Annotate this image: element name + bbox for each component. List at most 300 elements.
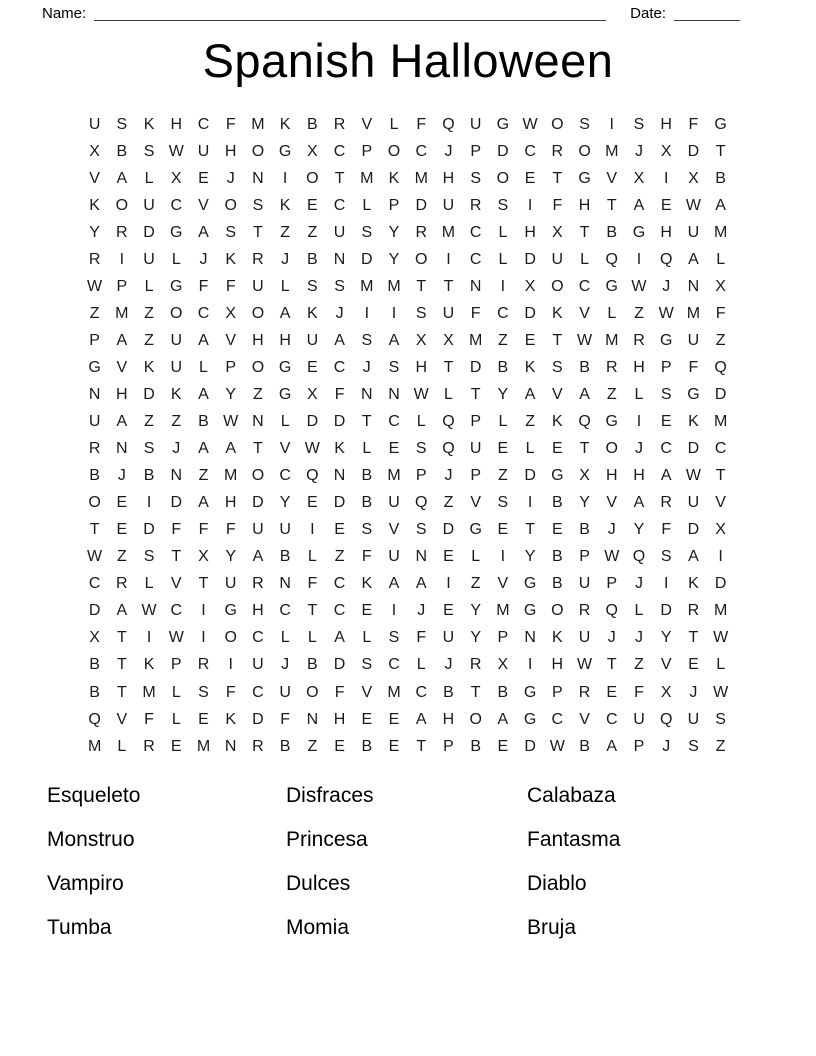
- grid-letter: U: [687, 331, 700, 349]
- grid-letter: H: [116, 385, 128, 403]
- grid-letter: W: [713, 629, 729, 647]
- grid-letter: R: [197, 656, 210, 674]
- grid-letter: U: [143, 250, 155, 268]
- grid-letter: Y: [89, 223, 100, 241]
- grid-letter: D: [524, 737, 536, 755]
- grid-letter: D: [333, 656, 346, 674]
- grid-letter: M: [441, 223, 456, 241]
- grid-letter: C: [388, 413, 400, 431]
- grid-letter: V: [225, 331, 237, 349]
- grid-letter: L: [525, 440, 535, 458]
- grid-letter: A: [225, 440, 237, 458]
- grid-letter: G: [551, 467, 564, 485]
- grid-letter: G: [714, 115, 727, 133]
- grid-letter: M: [251, 115, 265, 133]
- grid-letter: L: [307, 548, 317, 566]
- grid-letter: Q: [442, 115, 455, 133]
- name-blank-line: [94, 6, 606, 21]
- grid-letter: O: [251, 358, 265, 376]
- grid-letter: B: [715, 169, 726, 187]
- grid-letter: M: [87, 737, 102, 755]
- word-list-column-3: [527, 774, 620, 950]
- grid-letter: Q: [605, 602, 618, 620]
- grid-letter: P: [415, 467, 427, 485]
- grid-letter: N: [88, 385, 101, 403]
- grid-letter: R: [660, 494, 672, 512]
- grid-letter: T: [253, 440, 263, 458]
- grid-letter: R: [252, 250, 264, 268]
- grid-letter: W: [685, 196, 701, 214]
- grid-letter: V: [497, 575, 509, 593]
- grid-letter: F: [688, 358, 699, 376]
- grid-letter: S: [361, 223, 373, 241]
- grid-letter: T: [470, 385, 481, 403]
- grid-letter: G: [469, 521, 482, 539]
- grid-letter: V: [579, 710, 590, 728]
- grid-letter: W: [304, 440, 320, 458]
- grid-letter: N: [361, 385, 373, 403]
- grid-letter: D: [143, 385, 155, 403]
- grid-letter: F: [334, 385, 345, 403]
- grid-letter: W: [87, 548, 103, 566]
- grid-letter: L: [144, 169, 154, 187]
- grid-letter: V: [279, 440, 291, 458]
- word-item: Monstruo: [47, 828, 135, 851]
- grid-letter: D: [252, 710, 264, 728]
- grid-letter: K: [225, 710, 237, 728]
- grid-letter: D: [415, 196, 428, 214]
- grid-letter: H: [224, 142, 237, 160]
- grid-letter: M: [360, 169, 374, 187]
- grid-letter: L: [498, 250, 508, 268]
- grid-letter: S: [633, 115, 645, 133]
- grid-letter: T: [253, 223, 263, 241]
- grid-letter: Z: [144, 304, 154, 322]
- grid-letter: B: [361, 494, 373, 512]
- grid-letter: T: [416, 737, 427, 755]
- grid-letter: M: [142, 683, 156, 701]
- grid-letter: R: [88, 250, 101, 268]
- grid-letter: Y: [279, 494, 291, 512]
- grid-letter: V: [198, 196, 209, 214]
- grid-letter: F: [416, 115, 427, 133]
- grid-letter: N: [116, 440, 128, 458]
- grid-letter: E: [497, 737, 509, 755]
- grid-letter: B: [361, 467, 373, 485]
- grid-letter: Q: [659, 710, 673, 728]
- grid-letter: L: [716, 250, 726, 268]
- grid-letter: R: [252, 737, 264, 755]
- grid-letter: E: [443, 548, 454, 566]
- grid-letter: J: [444, 656, 453, 674]
- grid-letter: J: [417, 602, 426, 620]
- grid-letter: D: [497, 142, 509, 160]
- grid-letter: E: [443, 602, 454, 620]
- grid-letter: O: [170, 304, 183, 322]
- grid-letter: E: [388, 737, 400, 755]
- grid-letter: T: [116, 629, 127, 647]
- grid-letter: E: [660, 413, 672, 431]
- grid-letter: G: [278, 358, 292, 376]
- grid-letter: H: [415, 358, 428, 376]
- grid-letter: J: [281, 656, 290, 674]
- grid-letter: U: [442, 629, 455, 647]
- grid-letter: F: [334, 683, 345, 701]
- grid-letter: I: [663, 169, 669, 187]
- grid-letter: M: [469, 331, 483, 349]
- grid-letter: Y: [470, 629, 481, 647]
- word-item: Disfraces: [286, 784, 374, 807]
- grid-letter: Z: [525, 413, 535, 431]
- grid-letter: C: [578, 277, 591, 295]
- grid-letter: C: [279, 467, 291, 485]
- grid-letter: P: [660, 358, 672, 376]
- grid-letter: M: [196, 737, 211, 755]
- grid-letter: J: [117, 467, 126, 485]
- grid-letter: I: [527, 494, 533, 512]
- grid-letter: L: [444, 385, 453, 403]
- grid-letter: W: [168, 629, 184, 647]
- grid-letter: C: [333, 142, 346, 160]
- grid-letter: K: [89, 196, 100, 214]
- grid-letter: B: [198, 413, 209, 431]
- grid-letter: E: [688, 656, 699, 674]
- grid-letter: O: [469, 710, 482, 728]
- grid-letter: U: [551, 250, 564, 268]
- grid-letter: M: [713, 602, 728, 620]
- grid-letter: C: [252, 629, 264, 647]
- grid-letter: U: [687, 223, 700, 241]
- grid-letter: Z: [198, 467, 209, 485]
- grid-letter: V: [89, 169, 100, 187]
- grid-letter: I: [201, 629, 206, 647]
- grid-letter: B: [579, 358, 590, 376]
- grid-letter: C: [415, 142, 428, 160]
- grid-letter: E: [116, 521, 128, 539]
- grid-letter: I: [636, 413, 642, 431]
- grid-letter: A: [524, 385, 536, 403]
- grid-letter: V: [606, 169, 618, 187]
- grid-letter: N: [333, 250, 346, 268]
- grid-letter: T: [416, 277, 427, 295]
- grid-letter: I: [636, 250, 642, 268]
- grid-letter: T: [470, 683, 481, 701]
- grid-letter: I: [527, 196, 533, 214]
- grid-letter: Z: [606, 385, 617, 403]
- grid-letter: D: [687, 142, 700, 160]
- grid-letter: A: [198, 385, 209, 403]
- grid-letter: O: [251, 304, 265, 322]
- grid-letter: L: [471, 548, 481, 566]
- grid-letter: W: [576, 656, 593, 674]
- name-label: Name:: [42, 5, 87, 22]
- grid-letter: J: [444, 142, 453, 160]
- grid-letter: G: [659, 331, 673, 349]
- grid-letter: Y: [225, 548, 237, 566]
- grid-letter: K: [143, 115, 155, 133]
- grid-letter: D: [469, 358, 482, 376]
- grid-letter: C: [469, 250, 482, 268]
- grid-letter: S: [388, 629, 400, 647]
- grid-letter: X: [660, 142, 672, 160]
- grid-letter: L: [498, 223, 508, 241]
- grid-letter: D: [333, 413, 346, 431]
- grid-letter: P: [388, 196, 400, 214]
- grid-letter: P: [89, 331, 100, 349]
- grid-letter: C: [333, 575, 346, 593]
- grid-letter: U: [306, 331, 319, 349]
- grid-letter: N: [252, 169, 264, 187]
- grid-letter: B: [606, 223, 618, 241]
- grid-letter: X: [715, 521, 726, 539]
- grid-letter: V: [579, 304, 590, 322]
- grid-letter: R: [551, 142, 564, 160]
- grid-letter: L: [280, 629, 290, 647]
- grid-letter: X: [715, 277, 726, 295]
- grid-letter: U: [197, 142, 210, 160]
- grid-letter: G: [605, 413, 618, 431]
- grid-letter: E: [307, 494, 318, 512]
- grid-letter: T: [688, 629, 699, 647]
- grid-letter: D: [714, 385, 727, 403]
- grid-letter: W: [141, 602, 157, 620]
- grid-letter: U: [633, 710, 645, 728]
- grid-letter: L: [389, 115, 399, 133]
- grid-letter: M: [360, 277, 374, 295]
- grid-letter: W: [576, 331, 593, 349]
- date-label: Date:: [630, 5, 666, 22]
- grid-letter: J: [607, 629, 616, 647]
- grid-letter: F: [198, 277, 209, 295]
- grid-letter: E: [307, 196, 318, 214]
- grid-letter: T: [171, 548, 182, 566]
- grid-letter: L: [416, 656, 426, 674]
- grid-letter: W: [413, 385, 429, 403]
- grid-letter: W: [631, 277, 647, 295]
- grid-letter: S: [361, 656, 373, 674]
- grid-letter: B: [497, 683, 509, 701]
- grid-letter: S: [307, 277, 318, 295]
- grid-letter: C: [252, 683, 264, 701]
- word-item: Princesa: [286, 828, 368, 851]
- grid-letter: B: [307, 656, 318, 674]
- grid-letter: S: [334, 277, 345, 295]
- grid-letter: E: [334, 737, 345, 755]
- grid-letter: T: [715, 142, 726, 160]
- grid-letter: F: [715, 304, 726, 322]
- grid-letter: T: [443, 358, 454, 376]
- grid-letter: H: [224, 494, 237, 512]
- grid-letter: B: [307, 115, 318, 133]
- grid-letter: G: [278, 142, 292, 160]
- grid-letter: N: [170, 467, 183, 485]
- grid-letter: F: [171, 521, 182, 539]
- grid-letter: Z: [498, 331, 508, 349]
- grid-letter: E: [497, 521, 509, 539]
- grid-letter: C: [524, 142, 536, 160]
- grid-letter: X: [633, 169, 645, 187]
- grid-letter: J: [199, 250, 208, 268]
- grid-letter: B: [497, 358, 509, 376]
- grid-letter: S: [198, 683, 209, 701]
- grid-letter: J: [662, 277, 671, 295]
- grid-letter: R: [633, 331, 645, 349]
- grid-letter: A: [688, 250, 699, 268]
- grid-letter: F: [225, 277, 236, 295]
- grid-letter: B: [551, 575, 563, 593]
- grid-letter: G: [496, 115, 510, 133]
- word-item: Vampiro: [47, 872, 124, 895]
- word-item: Tumba: [47, 916, 112, 939]
- grid-letter: X: [579, 467, 590, 485]
- grid-letter: E: [497, 440, 509, 458]
- grid-letter: G: [523, 710, 537, 728]
- grid-letter: I: [500, 277, 506, 295]
- grid-letter: K: [334, 440, 345, 458]
- grid-letter: R: [333, 115, 346, 133]
- grid-letter: E: [334, 521, 345, 539]
- grid-letter: N: [224, 737, 237, 755]
- grid-letter: O: [551, 115, 564, 133]
- grid-letter: D: [88, 602, 101, 620]
- grid-letter: W: [713, 683, 729, 701]
- grid-letter: B: [470, 737, 481, 755]
- grid-letter: M: [713, 413, 728, 431]
- grid-letter: M: [224, 467, 238, 485]
- grid-letter: U: [469, 440, 482, 458]
- grid-letter: H: [633, 358, 645, 376]
- grid-letter: A: [116, 602, 128, 620]
- grid-letter: D: [687, 521, 700, 539]
- grid-letter: K: [307, 304, 318, 322]
- grid-letter: F: [416, 629, 427, 647]
- word-item: Fantasma: [527, 828, 621, 851]
- grid-letter: K: [361, 575, 373, 593]
- grid-letter: U: [252, 277, 264, 295]
- grid-letter: C: [279, 602, 291, 620]
- grid-letter: L: [280, 413, 290, 431]
- grid-letter: H: [333, 710, 346, 728]
- grid-letter: J: [607, 521, 616, 539]
- grid-letter: U: [469, 115, 482, 133]
- grid-letter: D: [442, 521, 455, 539]
- grid-letter: Z: [634, 656, 644, 674]
- grid-letter: U: [252, 521, 264, 539]
- grid-letter: F: [634, 683, 644, 701]
- grid-letter: I: [500, 548, 506, 566]
- grid-letter: A: [198, 494, 209, 512]
- grid-letter: Y: [633, 521, 645, 539]
- grid-letter: J: [362, 358, 371, 376]
- grid-letter: A: [660, 467, 672, 485]
- grid-letter: Y: [388, 250, 400, 268]
- grid-letter: N: [388, 385, 400, 403]
- grid-letter: F: [661, 521, 672, 539]
- grid-letter: B: [89, 683, 100, 701]
- grid-letter: D: [170, 494, 183, 512]
- grid-letter: P: [170, 656, 182, 674]
- worksheet-header: [42, 0, 740, 24]
- grid-letter: Z: [116, 548, 127, 566]
- grid-letter: U: [578, 629, 591, 647]
- grid-letter: M: [387, 277, 401, 295]
- grid-letter: U: [88, 413, 101, 431]
- grid-letter: Z: [171, 413, 182, 431]
- grid-letter: F: [280, 710, 291, 728]
- grid-letter: S: [252, 196, 264, 214]
- grid-letter: H: [551, 656, 564, 674]
- grid-letter: S: [415, 440, 427, 458]
- grid-letter: T: [525, 521, 535, 539]
- grid-letter: J: [634, 629, 643, 647]
- grid-letter: A: [334, 629, 345, 647]
- grid-letter: G: [278, 385, 292, 403]
- grid-letter: O: [115, 196, 129, 214]
- grid-letter: T: [116, 656, 127, 674]
- grid-letter: Q: [632, 548, 646, 566]
- grid-letter: A: [388, 575, 400, 593]
- grid-letter: E: [198, 710, 209, 728]
- grid-letter: I: [282, 169, 288, 187]
- grid-letter: K: [279, 115, 291, 133]
- grid-letter: U: [224, 575, 237, 593]
- grid-letter: S: [715, 710, 726, 728]
- grid-letter: L: [144, 277, 154, 295]
- grid-letter: C: [88, 575, 101, 593]
- grid-letter: R: [578, 602, 591, 620]
- grid-letter: U: [388, 548, 400, 566]
- grid-letter: P: [551, 683, 563, 701]
- grid-letter: Z: [280, 223, 291, 241]
- grid-letter: O: [496, 169, 510, 187]
- grid-letter: P: [579, 548, 590, 566]
- grid-letter: O: [306, 683, 319, 701]
- grid-letter: R: [578, 683, 591, 701]
- grid-letter: W: [87, 277, 103, 295]
- grid-letter: K: [551, 304, 563, 322]
- grid-letter: G: [632, 223, 646, 241]
- grid-letter: J: [444, 467, 453, 485]
- grid-letter: L: [117, 737, 127, 755]
- grid-letter: H: [279, 331, 291, 349]
- grid-letter: I: [663, 575, 669, 593]
- grid-letter: E: [388, 710, 400, 728]
- grid-letter: G: [170, 277, 183, 295]
- grid-letter: Y: [660, 629, 672, 647]
- grid-letter: G: [578, 169, 591, 187]
- grid-letter: T: [579, 440, 590, 458]
- grid-letter: F: [552, 196, 563, 214]
- grid-letter: Q: [415, 494, 428, 512]
- grid-letter: G: [523, 683, 537, 701]
- grid-letter: J: [662, 737, 671, 755]
- page-title: Spanish Halloween: [202, 34, 614, 87]
- grid-letter: J: [634, 142, 643, 160]
- grid-letter: E: [116, 494, 128, 512]
- grid-letter: T: [307, 602, 318, 620]
- grid-letter: S: [388, 358, 400, 376]
- grid-letter: E: [524, 169, 536, 187]
- grid-letter: V: [116, 710, 128, 728]
- word-list-column-1: [47, 774, 140, 950]
- grid-letter: C: [605, 710, 618, 728]
- grid-letter: Y: [497, 385, 509, 403]
- grid-letter: C: [333, 602, 346, 620]
- grid-letter: D: [333, 494, 346, 512]
- grid-letter: O: [251, 142, 265, 160]
- grid-letter: F: [144, 710, 154, 728]
- grid-letter: E: [307, 358, 318, 376]
